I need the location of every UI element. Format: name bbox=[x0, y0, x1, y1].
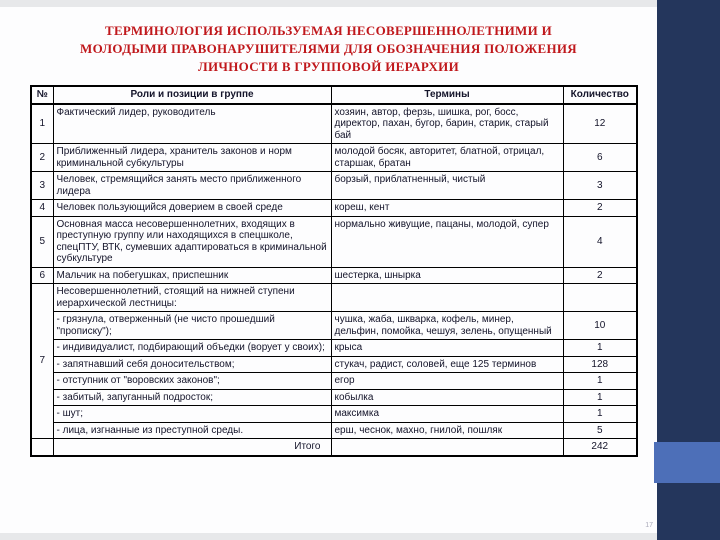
table-row bbox=[31, 373, 637, 390]
role-cell: - отступник от "воровских законов"; bbox=[53, 373, 331, 390]
header-roles: Роли и позиции в группе bbox=[53, 86, 331, 104]
row-number-cell: 3 bbox=[31, 172, 53, 200]
terms-cell: стукач, радист, соловей, еще 125 терминов bbox=[331, 356, 563, 373]
row-number-cell bbox=[31, 439, 53, 456]
terms-cell bbox=[331, 439, 563, 456]
role-cell: Основная масса несовершеннолетних, входящих в преступную группу или находящихся в спецшколе, спецПТУ, ВТК, сумевших адаптироваться в криминальной субкультуре bbox=[53, 216, 331, 267]
table-row bbox=[31, 356, 637, 373]
table-row bbox=[31, 216, 637, 267]
count-cell: 1 bbox=[563, 389, 637, 406]
count-cell: 5 bbox=[563, 422, 637, 439]
table-row bbox=[31, 312, 637, 340]
page-number: 17 bbox=[645, 522, 653, 529]
terms-cell: борзый, приблатненный, чистый bbox=[331, 172, 563, 200]
terms-cell bbox=[331, 284, 563, 312]
terms-cell: крыса bbox=[331, 340, 563, 357]
table-row bbox=[31, 104, 637, 144]
role-cell: - шут; bbox=[53, 406, 331, 423]
role-cell: - запятнавший себя доносительством; bbox=[53, 356, 331, 373]
role-cell: Мальчик на побегушках, приспешник bbox=[53, 267, 331, 284]
role-cell: Фактический лидер, руководитель bbox=[53, 104, 331, 144]
role-cell: - забитый, запуганный подросток; bbox=[53, 389, 331, 406]
page-title bbox=[19, 22, 639, 76]
row-number-cell: 5 bbox=[31, 216, 53, 267]
terms-cell: ерш, чеснок, махно, гнилой, пошляк bbox=[331, 422, 563, 439]
terms-cell: нормально живущие, пацаны, молодой, супер bbox=[331, 216, 563, 267]
accent-square bbox=[654, 442, 720, 483]
role-cell: Итого bbox=[53, 439, 331, 456]
count-cell: 242 bbox=[563, 439, 637, 456]
count-cell: 12 bbox=[563, 104, 637, 144]
terminology-table bbox=[30, 85, 638, 457]
count-cell: 1 bbox=[563, 373, 637, 390]
role-cell: Человек, стремящийся занять место приближенного лидера bbox=[53, 172, 331, 200]
terminology-table-body bbox=[31, 104, 637, 456]
terms-cell: чушка, жаба, шкварка, кофель, минер, дельфин, помойка, чешуя, зелень, опущенный bbox=[331, 312, 563, 340]
header-count: Количество bbox=[563, 86, 637, 104]
title-line-3: ЛИЧНОСТИ В ГРУППОВОЙ ИЕРАРХИИ bbox=[198, 59, 459, 74]
row-number-cell: 7 bbox=[31, 284, 53, 439]
role-cell: Человек пользующийся доверием в своей среде bbox=[53, 200, 331, 217]
table-row bbox=[31, 406, 637, 423]
header-terms: Термины bbox=[331, 86, 563, 104]
table-row bbox=[31, 200, 637, 217]
count-cell bbox=[563, 284, 637, 312]
count-cell: 1 bbox=[563, 340, 637, 357]
role-cell: Несовершеннолетний, стоящий на нижней ступени иерархической лестницы: bbox=[53, 284, 331, 312]
row-number-cell: 1 bbox=[31, 104, 53, 144]
row-number-cell: 6 bbox=[31, 267, 53, 284]
table-row bbox=[31, 340, 637, 357]
terms-cell: максимка bbox=[331, 406, 563, 423]
role-cell: - лица, изгнанные из преступной среды. bbox=[53, 422, 331, 439]
header-number: № bbox=[31, 86, 53, 104]
count-cell: 128 bbox=[563, 356, 637, 373]
total-row bbox=[31, 439, 637, 456]
terms-cell: кобылка bbox=[331, 389, 563, 406]
terms-cell: хозяин, автор, ферзь, шишка, рог, босс, директор, пахан, бугор, барин, старик, старый бай bbox=[331, 104, 563, 144]
count-cell: 6 bbox=[563, 144, 637, 172]
count-cell: 10 bbox=[563, 312, 637, 340]
table-header-row bbox=[31, 86, 637, 104]
title-line-2: МОЛОДЫМИ ПРАВОНАРУШИТЕЛЯМИ ДЛЯ ОБОЗНАЧЕНИЯ ПОЛОЖЕНИЯ bbox=[80, 41, 577, 56]
terms-cell: шестерка, шнырка bbox=[331, 267, 563, 284]
title-line-1: ТЕРМИНОЛОГИЯ ИСПОЛЬЗУЕМАЯ НЕСОВЕРШЕННОЛЕТНИМИ И bbox=[104, 23, 553, 38]
role-cell: Приближенный лидера, хранитель законов и норм криминальной субкультуры bbox=[53, 144, 331, 172]
count-cell: 3 bbox=[563, 172, 637, 200]
table-row bbox=[31, 422, 637, 439]
count-cell: 2 bbox=[563, 267, 637, 284]
table-row bbox=[31, 389, 637, 406]
table-row bbox=[31, 172, 637, 200]
role-cell: - индивидуалист, подбирающий объедки (ворует у своих); bbox=[53, 340, 331, 357]
terms-cell: кореш, кент bbox=[331, 200, 563, 217]
slide bbox=[0, 7, 657, 533]
row-number-cell: 4 bbox=[31, 200, 53, 217]
role-cell: - грязнула, отверженный (не чисто прошедший "прописку"); bbox=[53, 312, 331, 340]
row-number-cell: 2 bbox=[31, 144, 53, 172]
terms-cell: молодой босяк, авторитет, блатной, отрицал, старшак, братан bbox=[331, 144, 563, 172]
count-cell: 1 bbox=[563, 406, 637, 423]
terms-cell: егор bbox=[331, 373, 563, 390]
table-row bbox=[31, 144, 637, 172]
count-cell: 2 bbox=[563, 200, 637, 217]
count-cell: 4 bbox=[563, 216, 637, 267]
table-row bbox=[31, 284, 637, 312]
table-row bbox=[31, 267, 637, 284]
